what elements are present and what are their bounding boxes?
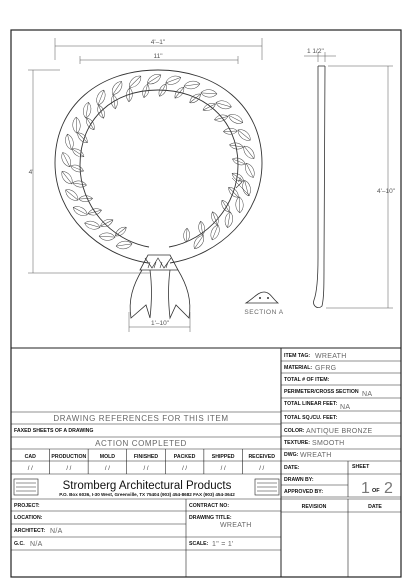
dim-ribbon-width-label: 1'–10" [150, 320, 170, 327]
approved-by-label: APPROVED BY: [284, 489, 324, 495]
revision-date-header: DATE [368, 504, 382, 510]
company-logo-right [255, 479, 279, 495]
wreath-leaf [215, 99, 232, 111]
wreath-leaf [224, 211, 234, 228]
wreath-leaf [64, 133, 75, 150]
faxed-label: FAXED SHEETS OF A DRAWING [14, 428, 94, 434]
wreath-leaf [229, 142, 244, 150]
texture-label: TEXTURE: [284, 440, 310, 446]
status-date-packed: / / [182, 466, 188, 472]
wreath-leaf [84, 219, 101, 231]
perimeter-value: NA [362, 391, 373, 398]
wreath-leaf [63, 187, 80, 203]
sheet-label: SHEET [352, 464, 370, 470]
status-header-production: PRODUCTION [51, 454, 87, 460]
linear-feet-value: NA [340, 404, 351, 411]
wreath-leaf [71, 204, 89, 218]
wreath-leaf [94, 89, 107, 107]
drawn-by-label: DRAWN BY: [284, 477, 314, 483]
status-date-finished: / / [143, 466, 149, 472]
section-profile [246, 292, 278, 303]
wreath-leaf [82, 102, 92, 119]
architect-value: N/A [50, 528, 63, 535]
scale-value: 1" = 1' [212, 541, 234, 548]
sheet-total: 2 [384, 480, 393, 497]
status-date-shipped: / / [220, 466, 226, 472]
material-value: GFRG [315, 365, 337, 372]
status-date-cad: / / [27, 466, 33, 472]
drawing-title-value: WREATH [220, 522, 252, 529]
wreath-leaf [235, 197, 243, 213]
linear-feet-label: TOTAL LINEAR FEET: [284, 401, 338, 407]
status-header-received: RECEIVED [248, 454, 275, 460]
wreath-leaf [188, 92, 203, 105]
dim-width-overall-label: 4'–1" [150, 39, 166, 46]
gc-label: G.C. [14, 541, 25, 547]
company-name: Stromberg Architectural Products [62, 480, 232, 492]
wreath-leaf [59, 169, 75, 186]
wreath-leaf [241, 144, 257, 161]
color-value: ANTIQUE BRONZE [306, 428, 373, 435]
dim-height-right-label: 4'–10" [376, 188, 396, 195]
wreath-leaf [164, 74, 182, 87]
wreath-leaf [201, 89, 217, 97]
sqft-label: TOTAL SQ./CU. FEET: [284, 415, 338, 421]
wreath-leaf [236, 127, 253, 143]
status-header-cad: CAD [24, 454, 36, 460]
wreath-front-view [55, 70, 262, 318]
dim-depth-label: 1 1/2" [307, 48, 324, 55]
wreath-leaf [110, 79, 125, 96]
wreath-leaf [69, 163, 84, 174]
wreath-leaf [99, 217, 114, 229]
date-label: DATE: [284, 465, 300, 471]
gc-value: N/A [30, 541, 43, 548]
wreath-leaf [78, 195, 92, 202]
status-header-finished: FINISHED [133, 454, 159, 460]
status-date-received: / / [259, 466, 265, 472]
wreath-leaf [202, 101, 217, 113]
perimeter-label: PERIMETER/CROSS SECTION [284, 389, 359, 395]
wreath-leaf [183, 228, 190, 242]
architect-label: ARCHITECT: [14, 528, 46, 534]
wreath-leaf [87, 207, 102, 216]
revision-header: REVISION [301, 504, 327, 510]
texture-value: SMOOTH [312, 440, 345, 447]
status-header-packed: PACKED [173, 454, 196, 460]
item-tag-label: ITEM TAG: [284, 353, 311, 359]
scale-label: SCALE: [189, 541, 209, 547]
project-table [11, 499, 401, 577]
status-header-mold: MOLD [99, 454, 116, 460]
color-label: COLOR: [284, 428, 305, 434]
company-address: P.O. Box 6036, I-30 West, Greenville, TX 75404 (903) 454-8682 FAX (903) 454-3642 [59, 492, 235, 497]
company-logo-left [14, 479, 38, 495]
location-label: LOCATION: [14, 515, 43, 521]
section-label: SECTION A [244, 309, 284, 316]
sheet-of: OF [372, 488, 380, 494]
dwg-value: WREATH [300, 452, 332, 459]
status-grid [25, 449, 276, 474]
dwg-label: DWG: [284, 452, 299, 458]
drawing-title-label: DRAWING TITLE: [189, 515, 232, 521]
wreath-leaf [96, 104, 107, 119]
dim-height-left [28, 70, 150, 273]
wreath-leaf [72, 180, 87, 188]
wreath-leaf [183, 80, 200, 90]
wreath-leaf [72, 117, 80, 133]
wreath-leaf [231, 156, 246, 167]
wreath-leaf [223, 128, 237, 135]
wreath-leaf [127, 73, 144, 90]
status-date-mold: / / [104, 466, 110, 472]
dim-height-right [326, 66, 393, 308]
wreath-leaf [173, 85, 187, 100]
section-marker: A [238, 178, 243, 184]
wreath-leaf [110, 95, 118, 110]
item-tag-value: WREATH [315, 353, 347, 360]
wreath-leaf [71, 146, 86, 159]
action-completed: ACTION COMPLETED [95, 439, 187, 448]
wreath-leaf [241, 179, 252, 196]
wreath-leaf [214, 113, 229, 122]
wreath-side-view [314, 66, 325, 308]
dim-height-left-label: 4' [28, 169, 34, 176]
wreath-leaf [99, 232, 115, 240]
references-title: DRAWING REFERENCES FOR THIS ITEM [53, 414, 229, 423]
status-header-shipped: SHIPPED [211, 454, 235, 460]
num-items-label: TOTAL # OF ITEM: [284, 377, 330, 383]
project-label: PROJECT: [14, 503, 40, 509]
wreath-leaf [227, 112, 245, 126]
contract-label: CONTRACT NO: [189, 503, 230, 509]
material-label: MATERIAL: [284, 365, 313, 371]
status-date-production: / / [66, 466, 72, 472]
dim-width-inner-label: 11" [153, 53, 163, 60]
sheet-number: 1 [361, 480, 370, 497]
